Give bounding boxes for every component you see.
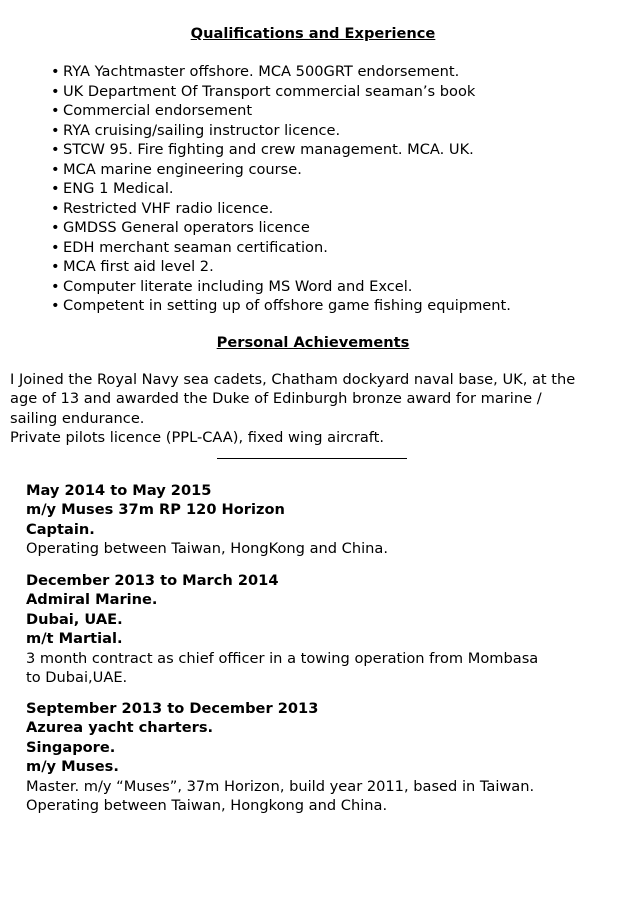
list-item: [51, 277, 511, 297]
list-item: [51, 140, 511, 160]
list-item: [51, 121, 511, 141]
experience-dates: May 2014 to May 2015: [26, 482, 212, 499]
list-item: [51, 296, 511, 316]
bullet-icon: •: [51, 277, 60, 295]
experience-description: to Dubai,UAE.: [26, 669, 128, 687]
list-item: [51, 218, 511, 238]
bullet-icon: •: [51, 258, 60, 275]
bullet-icon: •: [51, 219, 60, 236]
list-item: [51, 82, 511, 102]
experience-employer: Azurea yacht charters.: [26, 719, 214, 737]
experience-entry: [26, 699, 616, 815]
experience-description: Operating between Taiwan, HongKong and China.: [26, 540, 389, 558]
bullet-icon: •: [51, 141, 60, 158]
experience-dates: September 2013 to December 2013: [26, 700, 319, 717]
list-item: [51, 199, 511, 219]
qualification-text: Competent in setting up of offshore game fishing equipment.: [63, 297, 511, 314]
qualification-text: STCW 95. Fire fighting and crew management. MCA. UK.: [63, 141, 474, 158]
bullet-icon: •: [51, 199, 60, 217]
experience-description: 3 month contract as chief officer in a towing operation from Mombasa: [26, 649, 539, 667]
qualification-text: GMDSS General operators licence: [63, 219, 310, 236]
qualification-text: Restricted VHF radio licence.: [63, 199, 274, 217]
qualification-text: RYA cruising/sailing instructor licence.: [63, 121, 341, 139]
list-item: [51, 160, 511, 180]
bullet-icon: •: [51, 121, 60, 139]
list-item: [51, 101, 511, 121]
achievement-line: I Joined the Royal Navy sea cadets, Chatham dockyard naval base, UK, at the: [10, 371, 576, 388]
qualifications-heading: Qualifications and Experience: [190, 25, 436, 42]
qualification-text: RYA Yachtmaster offshore. MCA 500GRT endorsement.: [63, 63, 460, 80]
bullet-icon: •: [51, 180, 60, 197]
experience-location: Singapore.: [26, 738, 116, 756]
qualification-text: Commercial endorsement: [63, 102, 253, 119]
experience-location: Dubai, UAE.: [26, 610, 123, 628]
qualification-text: UK Department Of Transport commercial seaman’s book: [63, 82, 476, 100]
achievement-line: sailing endurance.: [10, 409, 145, 427]
qualification-text: MCA first aid level 2.: [63, 258, 214, 275]
experience-vessel: m/y Muses 37m RP 120 Horizon: [26, 501, 285, 519]
experience-dates: December 2013 to March 2014: [26, 572, 279, 589]
qualifications-list: [51, 62, 511, 316]
section-divider: [217, 458, 407, 459]
bullet-icon: •: [51, 160, 60, 178]
qualification-text: ENG 1 Medical.: [63, 180, 174, 197]
experience-description: Operating between Taiwan, Hongkong and China.: [26, 797, 388, 815]
bullet-icon: •: [51, 63, 60, 80]
experience-vessel: m/t Martial.: [26, 630, 123, 648]
bullet-icon: •: [51, 238, 60, 256]
qualification-text: Computer literate including MS Word and Excel.: [63, 277, 413, 295]
achievements-heading: Personal Achievements: [216, 334, 410, 351]
bullet-icon: •: [51, 82, 60, 100]
bullet-icon: •: [51, 297, 60, 314]
qualification-text: EDH merchant seaman certification.: [63, 238, 328, 256]
bullet-icon: •: [51, 102, 60, 119]
list-item: [51, 179, 511, 199]
experience-entry: [26, 571, 616, 687]
experience-employer: Admiral Marine.: [26, 591, 158, 609]
list-item: [51, 257, 511, 277]
experience-description: Master. m/y “Muses”, 37m Horizon, build year 2011, based in Taiwan.: [26, 777, 535, 795]
achievement-line: age of 13 and awarded the Duke of Edinburgh bronze award for marine /: [10, 390, 542, 408]
experience-role: Captain.: [26, 520, 95, 538]
experience-vessel: m/y Muses.: [26, 758, 119, 776]
qualification-text: MCA marine engineering course.: [63, 160, 302, 178]
list-item: [51, 238, 511, 258]
achievement-line: Private pilots licence (PPL-CAA), fixed wing aircraft.: [10, 429, 385, 447]
experience-entry: [26, 481, 616, 559]
list-item: [51, 62, 511, 82]
achievements-paragraph: [10, 370, 610, 448]
